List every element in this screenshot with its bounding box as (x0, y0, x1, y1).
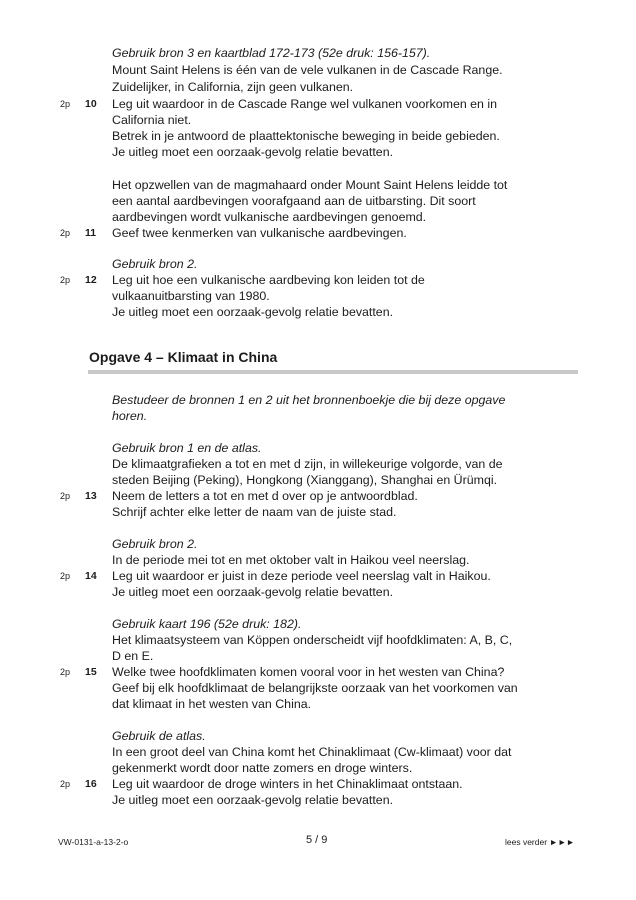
question-text: Geef bij elk hoofdklimaat de belangrijkste oorzaak van het voorkomen van (112, 681, 518, 695)
question-text: California niet. (112, 113, 192, 127)
context-text: D en E. (112, 649, 154, 663)
context-text: Mount Saint Helens is één van de vele vulkanen in de Cascade Range. (112, 63, 503, 77)
question-number: 14 (85, 570, 97, 582)
question-points: 2p (60, 667, 71, 677)
question-number: 15 (85, 666, 97, 678)
question-points: 2p (60, 99, 71, 109)
context-text: Zuidelijker, in California, zijn geen vulkanen. (112, 80, 354, 94)
context-text: Het klimaatsysteem van Köppen onderscheidt vijf hoofdklimaten: A, B, C, (112, 633, 513, 647)
question-text: Leg uit waardoor in de Cascade Range wel vulkanen voorkomen en in (112, 97, 498, 111)
question-text: Geef twee kenmerken van vulkanische aardbevingen. (112, 226, 407, 240)
question-text: Leg uit waardoor er juist in deze periode veel neerslag valt in Haikou. (112, 569, 491, 583)
page-number: 5 / 9 (306, 834, 328, 846)
question-points: 2p (60, 275, 71, 285)
source-instruction: Gebruik bron 2. (112, 257, 198, 271)
question-number: 12 (85, 274, 97, 286)
question-text: vulkaanuitbarsting van 1980. (112, 289, 270, 303)
source-instruction: Gebruik kaart 196 (52e druk: 182). (112, 617, 302, 631)
context-text: steden Beijing (Peking), Hongkong (Xianggang), Shanghai en Ürümqi. (112, 473, 498, 487)
context-text: aardbevingen wordt vulkanische aardbevingen genoemd. (112, 210, 427, 224)
context-text: In de periode mei tot en met oktober valt in Haikou veel neerslag. (112, 553, 470, 567)
section-divider (88, 370, 578, 374)
question-text: Leg uit hoe een vulkanische aardbeving kon leiden tot de (112, 273, 425, 287)
context-text: De klimaatgrafieken a tot en met d zijn, in willekeurige volgorde, van de (112, 457, 503, 471)
source-instruction: Bestudeer de bronnen 1 en 2 uit het bronnenboekje die bij deze opgave (112, 393, 506, 407)
source-instruction: horen. (112, 409, 148, 423)
question-points: 2p (60, 779, 71, 789)
question-text: Betrek in je antwoord de plaattektonische beweging in beide gebieden. (112, 129, 500, 143)
section-title: Opgave 4 – Klimaat in China (89, 349, 278, 365)
question-text: Schrijf achter elke letter de naam van de juiste stad. (112, 505, 397, 519)
question-number: 10 (85, 98, 97, 110)
question-points: 2p (60, 491, 71, 501)
question-text: dat klimaat in het westen van China. (112, 697, 312, 711)
continue-indicator: lees verder ►►► (505, 837, 575, 847)
context-text: Het opzwellen van de magmahaard onder Mount Saint Helens leidde tot (112, 178, 508, 192)
question-text: Je uitleg moet een oorzaak-gevolg relatie bevatten. (112, 793, 394, 807)
question-text: Neem de letters a tot en met d over op je antwoordblad. (112, 489, 418, 503)
context-text: een aantal aardbevingen voorafgaand aan de uitbarsting. Dit soort (112, 194, 476, 208)
question-text: Leg uit waardoor de droge winters in het Chinaklimaat ontstaan. (112, 777, 463, 791)
source-instruction: Gebruik bron 3 en kaartblad 172-173 (52e druk: 156-157). (112, 46, 431, 60)
question-number: 13 (85, 490, 97, 502)
context-text: In een groot deel van China komt het Chinaklimaat (Cw-klimaat) voor dat (112, 745, 512, 759)
question-points: 2p (60, 571, 71, 581)
question-number: 11 (85, 227, 97, 239)
source-instruction: Gebruik de atlas. (112, 729, 206, 743)
source-instruction: Gebruik bron 1 en de atlas. (112, 441, 262, 455)
source-instruction: Gebruik bron 2. (112, 537, 198, 551)
question-text: Je uitleg moet een oorzaak-gevolg relatie bevatten. (112, 305, 394, 319)
question-number: 16 (85, 778, 97, 790)
question-text: Je uitleg moet een oorzaak-gevolg relatie bevatten. (112, 145, 394, 159)
question-text: Je uitleg moet een oorzaak-gevolg relatie bevatten. (112, 585, 394, 599)
context-text: gekenmerkt wordt door natte zomers en droge winters. (112, 761, 413, 775)
question-points: 2p (60, 228, 71, 238)
question-text: Welke twee hoofdklimaten komen vooral voor in het westen van China? (112, 665, 505, 679)
document-code: VW-0131-a-13-2-o (58, 837, 129, 847)
